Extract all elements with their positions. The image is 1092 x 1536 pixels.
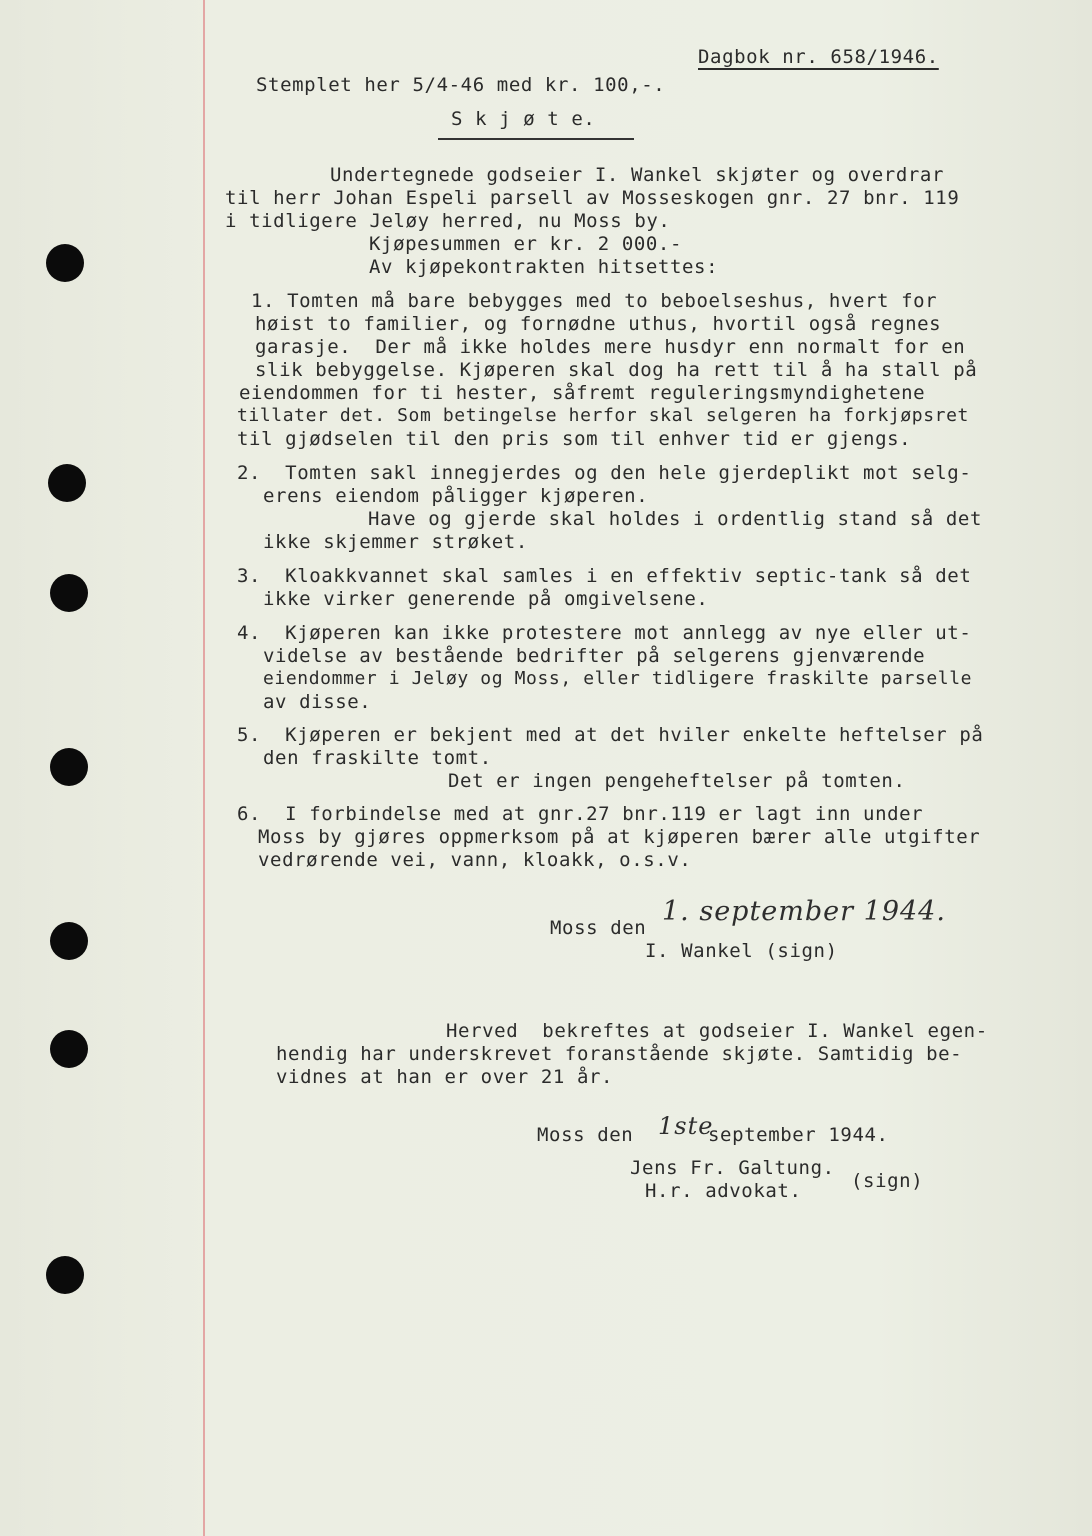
signature-place: Moss den: [550, 917, 647, 939]
clause-2-line: erens eiendom påligger kjøperen.: [263, 485, 649, 507]
signature2-place: Moss den: [537, 1124, 634, 1146]
signer-name: I. Wankel (sign): [645, 940, 838, 962]
punch-hole: [50, 574, 88, 612]
clause-4-line: 4. Kjøperen kan ikke protestere mot annlegg av nye eller ut-: [237, 622, 972, 644]
clause-2-line: 2. Tomten sakl innegjerdes og den hele gjerdeplikt mot selg-: [237, 462, 972, 484]
clause-1-line: eiendommen for ti hester, såfremt reguleringsmyndighetene: [239, 382, 926, 404]
document-title: S k j ø t e.: [451, 108, 596, 130]
lawyer-sign: (sign): [851, 1170, 924, 1192]
signature2-date: september 1944.: [708, 1124, 889, 1146]
attestation-line: Herved bekreftes at godseier I. Wankel egen-: [446, 1020, 988, 1042]
clause-4-line: av disse.: [263, 691, 372, 713]
clause-6-line: vedrørende vei, vann, kloakk, o.s.v.: [258, 849, 692, 871]
handwritten-day: 1ste: [658, 1112, 714, 1140]
clause-6-line: Moss by gjøres oppmerksom på at kjøperen bærer alle utgifter: [258, 826, 981, 848]
clause-1-line: slik bebyggelse. Kjøperen skal dog ha rett til å ha stall på: [255, 359, 978, 381]
clause-5-line: den fraskilte tomt.: [263, 747, 492, 769]
clause-5-line: Det er ingen pengeheftelser på tomten.: [448, 770, 906, 792]
intro-line: i tidligere Jeløy herred, nu Moss by.: [225, 210, 671, 232]
clause-1-line: tillater det. Som betingelse herfor skal selgeren ha forkjøpsret: [237, 405, 969, 426]
punch-hole: [46, 244, 84, 282]
margin-line: [203, 0, 205, 1536]
intro-line: Kjøpesummen er kr. 2 000.-: [369, 233, 683, 255]
clause-2-line: ikke skjemmer strøket.: [263, 531, 528, 553]
intro-line: til herr Johan Espeli parsell av Mosseskogen gnr. 27 bnr. 119: [225, 187, 960, 209]
punch-hole: [50, 1030, 88, 1068]
attestation-line: hendig har underskrevet foranstående skjøte. Samtidig be-: [276, 1043, 963, 1065]
punch-hole: [50, 748, 88, 786]
dagbok-number: Dagbok nr. 658/1946.: [698, 46, 939, 68]
clause-2-line: Have og gjerde skal holdes i ordentlig stand så det: [368, 508, 982, 530]
clause-4-line: eiendommer i Jeløy og Moss, eller tidligere fraskilte parselle: [263, 668, 973, 689]
lawyer-title: H.r. advokat.: [645, 1180, 802, 1202]
stamp-note: Stemplet her 5/4-46 med kr. 100,-.: [256, 74, 666, 96]
punch-hole: [50, 922, 88, 960]
attestation-line: vidnes at han er over 21 år.: [276, 1066, 614, 1088]
clause-3-line: ikke virker generende på omgivelsene.: [263, 588, 709, 610]
intro-line: Av kjøpekontrakten hitsettes:: [369, 256, 719, 278]
clause-4-line: videlse av bestående bedrifter på selgerens gjenværende: [263, 645, 926, 667]
clause-1-line: til gjødselen til den pris som til enhver tid er gjengs.: [237, 428, 912, 450]
punch-hole: [46, 1256, 84, 1294]
intro-line: Undertegnede godseier I. Wankel skjøter og overdrar: [330, 164, 944, 186]
clause-5-line: 5. Kjøperen er bekjent med at det hviler enkelte heftelser på: [237, 724, 984, 746]
lawyer-name: Jens Fr. Galtung.: [630, 1157, 835, 1179]
clause-6-line: 6. I forbindelse med at gnr.27 bnr.119 er lagt inn under: [237, 803, 924, 825]
clause-1-line: garasje. Der må ikke holdes mere husdyr enn normalt for en: [255, 336, 966, 358]
punch-hole: [48, 464, 86, 502]
clause-1-line: 1. Tomten må bare bebygges med to beboelseshus, hvert for: [251, 290, 938, 312]
clause-3-line: 3. Kloakkvannet skal samles i en effektiv septic-tank så det: [237, 565, 972, 587]
title-underline: [438, 138, 634, 140]
handwritten-date: 1. september 1944.: [662, 896, 946, 927]
clause-1-line: høist to familier, og fornødne uthus, hvortil også regnes: [255, 313, 942, 335]
